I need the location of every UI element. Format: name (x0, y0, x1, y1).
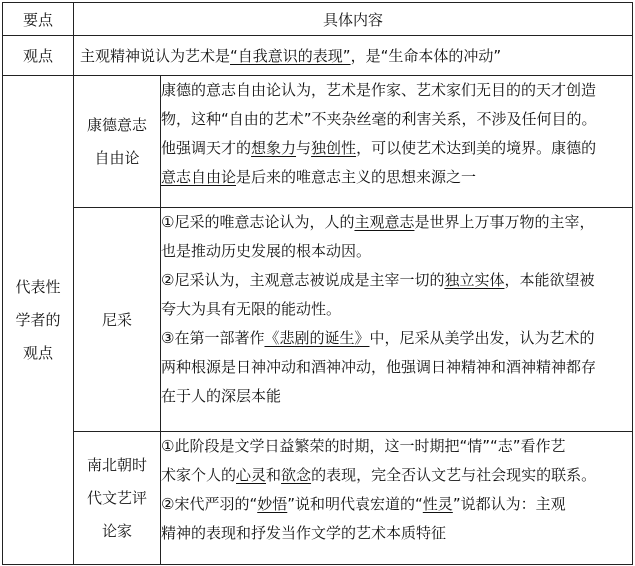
term-free-will: 意志自由论 (161, 168, 237, 186)
kant-description: 康德的意志自由论认为，艺术是作家、艺术家们无目的的天才创造 物，这种“自由的艺术”不夹杂丝毫的利害关系，不涉及任何目的。 他强调天才的想象力与独创性，可以使艺术达到美的境界。康德的 意志自由论是后来的唯意志主义的思想来源之一 (161, 76, 633, 208)
term-imagination: 想象力 (251, 139, 297, 157)
viewpoint-text: 主观精神说认为艺术是“自我意识的表现”，是“生命本体的冲动” (74, 36, 633, 76)
scholar-nietzsche: 尼采 (74, 208, 161, 432)
header-key-points: 要点 (3, 3, 74, 36)
term-self-awareness: “自我意识的表现” (230, 47, 351, 65)
viewpoint-row (3, 36, 633, 76)
nietzsche-row (3, 208, 633, 432)
kant-row (3, 76, 633, 208)
nietzsche-description: ①尼采的唯意志论认为，人的主观意志是世界上万事万物的主宰， 也是推动历史发展的根本动因。 ②尼采认为，主观意志被说成是主宰一切的独立实体，本能欲望被 夸大为具有无限的能动性。 ③在第一部著作《悲剧的诞生》中，尼采从美学出发，认为艺术的 两种根源是日神冲动和酒神冲动，他强调日神精神和酒神精神都存 在于人的深层本能 (161, 208, 633, 432)
term-subjective-will: 主观意志 (354, 213, 415, 231)
representative-scholars-label: 代表性 学者的 观点 (3, 76, 74, 565)
term-soul: 心灵 (236, 466, 267, 484)
southern-dynasty-row (3, 432, 633, 565)
scholar-southern-dynasty: 南北朝时 代文艺评 论家 (74, 432, 161, 565)
header-row (3, 3, 633, 36)
term-independent-entity: 独立实体 (444, 271, 505, 289)
term-originality: 独创性 (311, 139, 357, 157)
scholar-kant: 康德意志 自由论 (74, 76, 161, 208)
southern-dynasty-description: ①此阶段是文学日益繁荣的时期，这一时期把“情”“志”看作艺 术家个人的心灵和欲念的表现，完全否认文艺与社会现实的联系。 ②宋代严羽的“妙悟”说和明代袁宏道的“性灵”说都认为：主观 精神的表现和抒发当作文学的艺术本质特征 (161, 432, 633, 565)
term-spirituality: 性灵 (422, 495, 453, 513)
term-desire: 欲念 (281, 466, 312, 484)
header-content: 具体内容 (74, 3, 633, 36)
notes-table (2, 2, 633, 565)
viewpoint-label: 观点 (3, 36, 74, 76)
term-birth-of-tragedy: 《悲剧的诞生》 (264, 329, 370, 347)
term-wonderful-enlightenment: 妙悟 (257, 495, 288, 513)
